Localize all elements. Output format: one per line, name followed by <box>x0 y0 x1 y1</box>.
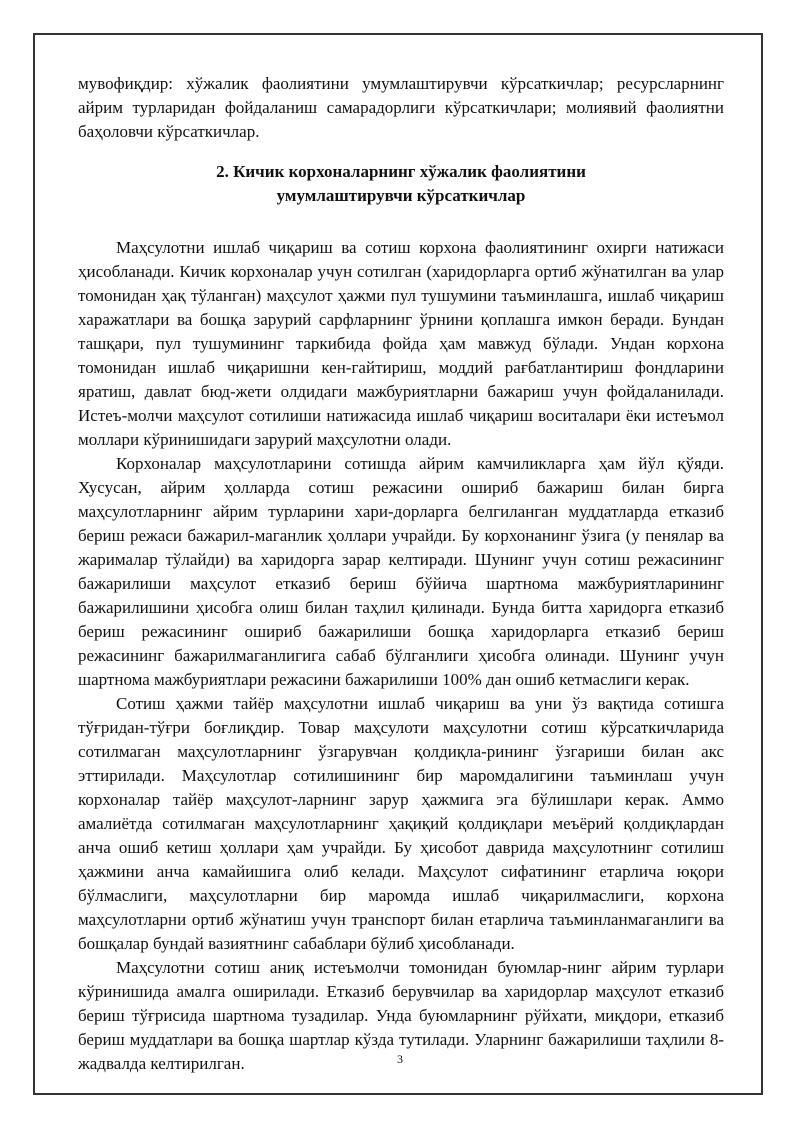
paragraph-2: Корхоналар маҳсулотларини сотишда айрим камчиликларга ҳам йўл қўяди. Хусусан, айрим ҳолларда сотиш режасини ошириб бажариш билан бирга маҳсулотларнинг айрим турларини хари-дорларга белгиланган муддатларда етказиб бериш режаси бажарил-маганлик ҳоллари учрайди. Бу корхонанинг ўзига (у пенялар ва жарималар тўлайди) ва харидорга зарар келтиради. Шунинг учун сотиш режасининг бажарилиши маҳсулот етказиб бериш бўйича шартнома мажбуриятларининг бажарилишини ҳисобга олиш билан таҳлил қилинади. Бунда битта харидорга етказиб бериш режасининг ошириб бажарилиши бошқа харидорларга етказиб бериш режасининг бажарилмаганлигига сабаб бўлганлиги ҳисобга олинади. Шунинг учун шартнома мажбуриятлари режасини бажарилиши 100% дан ошиб кетмаслиги керак. <box>78 454 724 689</box>
paragraph-3: Сотиш ҳажми тайёр маҳсулотни ишлаб чиқариш ва уни ўз вақтида сотишга тўғридан-тўғри боғлиқдир. Товар маҳсулоти маҳсулотни сотиш кўрсаткичларида сотилмаган маҳсулотларнинг ўзгарувчан қолдиқла-рининг ўзгариши билан акс эттирилади. Маҳсулотлар сотилишининг бир маромдалигини таъминлаш учун корхоналар тайёр маҳсулот-ларнинг зарур ҳажмига эга бўлишлари керак. Аммо амалиётда сотилмаган маҳсулотларнинг ҳақиқий қолдиқлари меъёрий қолдиқлардан анча ошиб кетиш ҳоллари ҳам учрайди. Бу ҳисобот даврида маҳсулотнинг сотилиш ҳажмини анча камайишига олиб келади. Маҳсулот сифатининг етарлича юқори бўлмаслиги, маҳсулотларни бир маромда ишлаб чиқарилмаслиги, корхона маҳсулотларни ортиб жўнатиш учун транспорт билан етарлича таъминланмаганлиги ва бошқалар бундай вазиятнинг сабаблари бўлиб ҳисобланади. <box>78 694 724 953</box>
paragraph-1: Маҳсулотни ишлаб чиқариш ва сотиш корхона фаолиятининг охирги натижаси ҳисобланади. Кичик корхоналар учун сотилган (харидорларга ортиб жўнатилган ва улар томонидан ҳақ тўланган) маҳсулот ҳажми пул тушумини таъминлашга, ишлаб чиқариш харажатлари ва бошқа зарурий сарфларнинг ўрнини қоплашга имкон беради. Бундан ташқари, пул тушумининг таркибида фойда ҳам мавжуд бўлади. Ундан корхона томонидан ишлаб чиқаришни кен-гайтириш, моддий рағбатлантириш фондларини яратиш, давлат бюд-жети олдидаги мажбуриятларни бажариш учун фойдаланилади. Истеъ-молчи маҳсулот сотилиши натижасида ишлаб чиқариш воситалари ёки истеъмол моллари кўринишидаги зарурий маҳсулотни олади. <box>78 238 724 449</box>
document-body <box>78 72 724 1076</box>
section-heading <box>78 160 724 208</box>
paragraph-4: Маҳсулотни сотиш аниқ истеъмолчи томонидан буюмлар-нинг айрим турлари кўринишида амалга оширилади. Етказиб берувчилар ва харидорлар маҳсулот етказиб бериш тўғрисида шартнома тузадилар. Унда буюмларнинг рўйхати, миқдори, етказиб бериш муддатлари ва бошқа шартлар кўзда тутилади. Уларнинг бажарилиши таҳлили 8-жадвалда келтирилган. <box>78 958 724 1073</box>
section-heading-line-2: умумлаштирувчи кўрсаткичлар <box>276 186 526 205</box>
section-heading-line-1: 2. Кичик корхоналарнинг хўжалик фаолиятини <box>216 162 586 181</box>
page-number: 3 <box>397 1052 403 1066</box>
intro-paragraph: мувофиқдир: хўжалик фаолиятини умумлаштирувчи кўрсаткичлар; ресурсларнинг айрим турларидан фойдаланиш самарадорлиги кўрсаткичлари; молиявий фаолиятни баҳоловчи кўрсаткичлар. <box>78 74 724 141</box>
